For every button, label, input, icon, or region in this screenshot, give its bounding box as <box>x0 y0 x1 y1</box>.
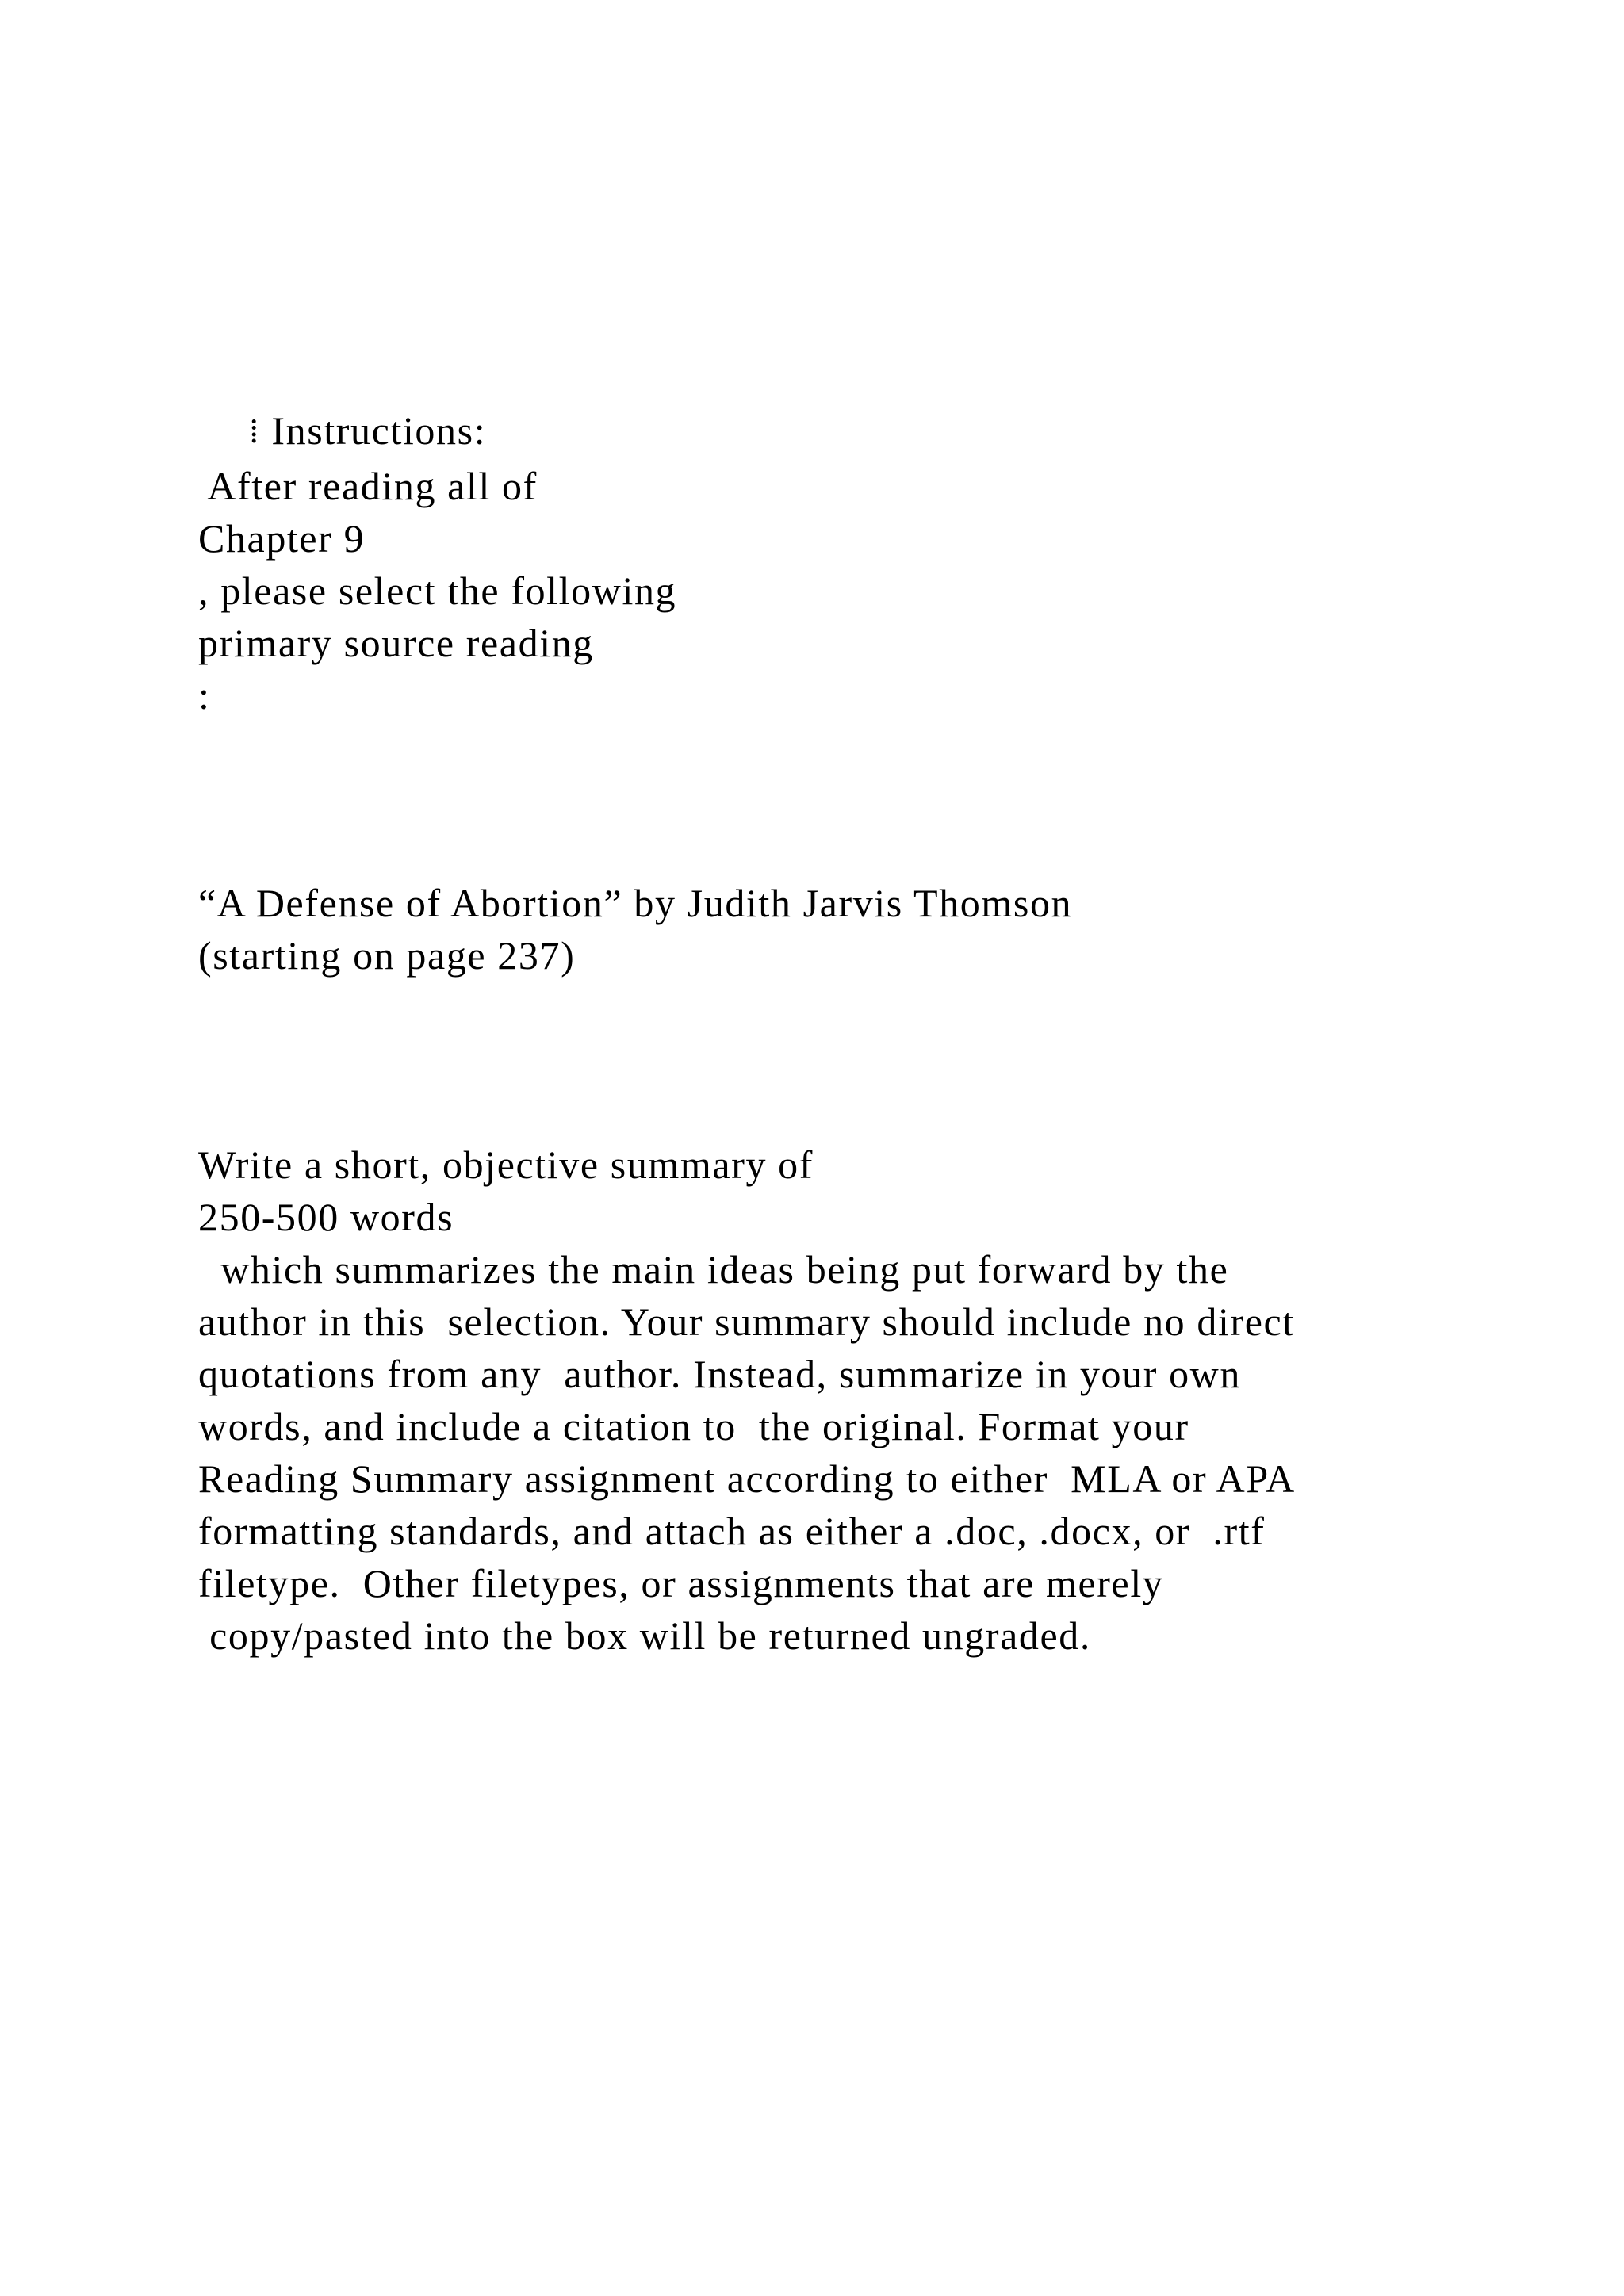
intro-line: primary source reading <box>198 621 594 665</box>
reading-title-line: (starting on page 237) <box>198 933 576 978</box>
task-line: words, and include a citation to the original. Format your <box>198 1404 1189 1448</box>
task-line: copy/pasted into the box will be returned ungraded. <box>198 1613 1091 1658</box>
task-line: author in this selection. Your summary should include no direct <box>198 1299 1295 1344</box>
instructions-heading-text: Instructions: <box>271 408 487 453</box>
task-line: Write a short, objective summary of <box>198 1142 814 1187</box>
intro-line: Chapter 9 <box>198 516 366 561</box>
intro-line: After reading all of <box>198 464 538 508</box>
task-line: Reading Summary assignment according to either MLA or APA <box>198 1456 1296 1501</box>
intro-line: : <box>198 673 211 718</box>
intro-line: , please select the following <box>198 568 677 613</box>
task-line: 250-500 words <box>198 1195 454 1239</box>
task-line: which summarizes the main ideas being put forward by the <box>198 1247 1229 1292</box>
reading-title-line: “A Defense of Abortion” by Judith Jarvis Thomson <box>198 881 1073 925</box>
task-line: filetype. Other filetypes, or assignments that are merely <box>198 1561 1164 1605</box>
task-line: formatting standards, and attach as either a .doc, .docx, or .rtf <box>198 1509 1266 1553</box>
task-line: quotations from any author. Instead, summarize in your own <box>198 1352 1241 1396</box>
vertical-ellipsis-icon: ⁞ <box>249 414 260 450</box>
